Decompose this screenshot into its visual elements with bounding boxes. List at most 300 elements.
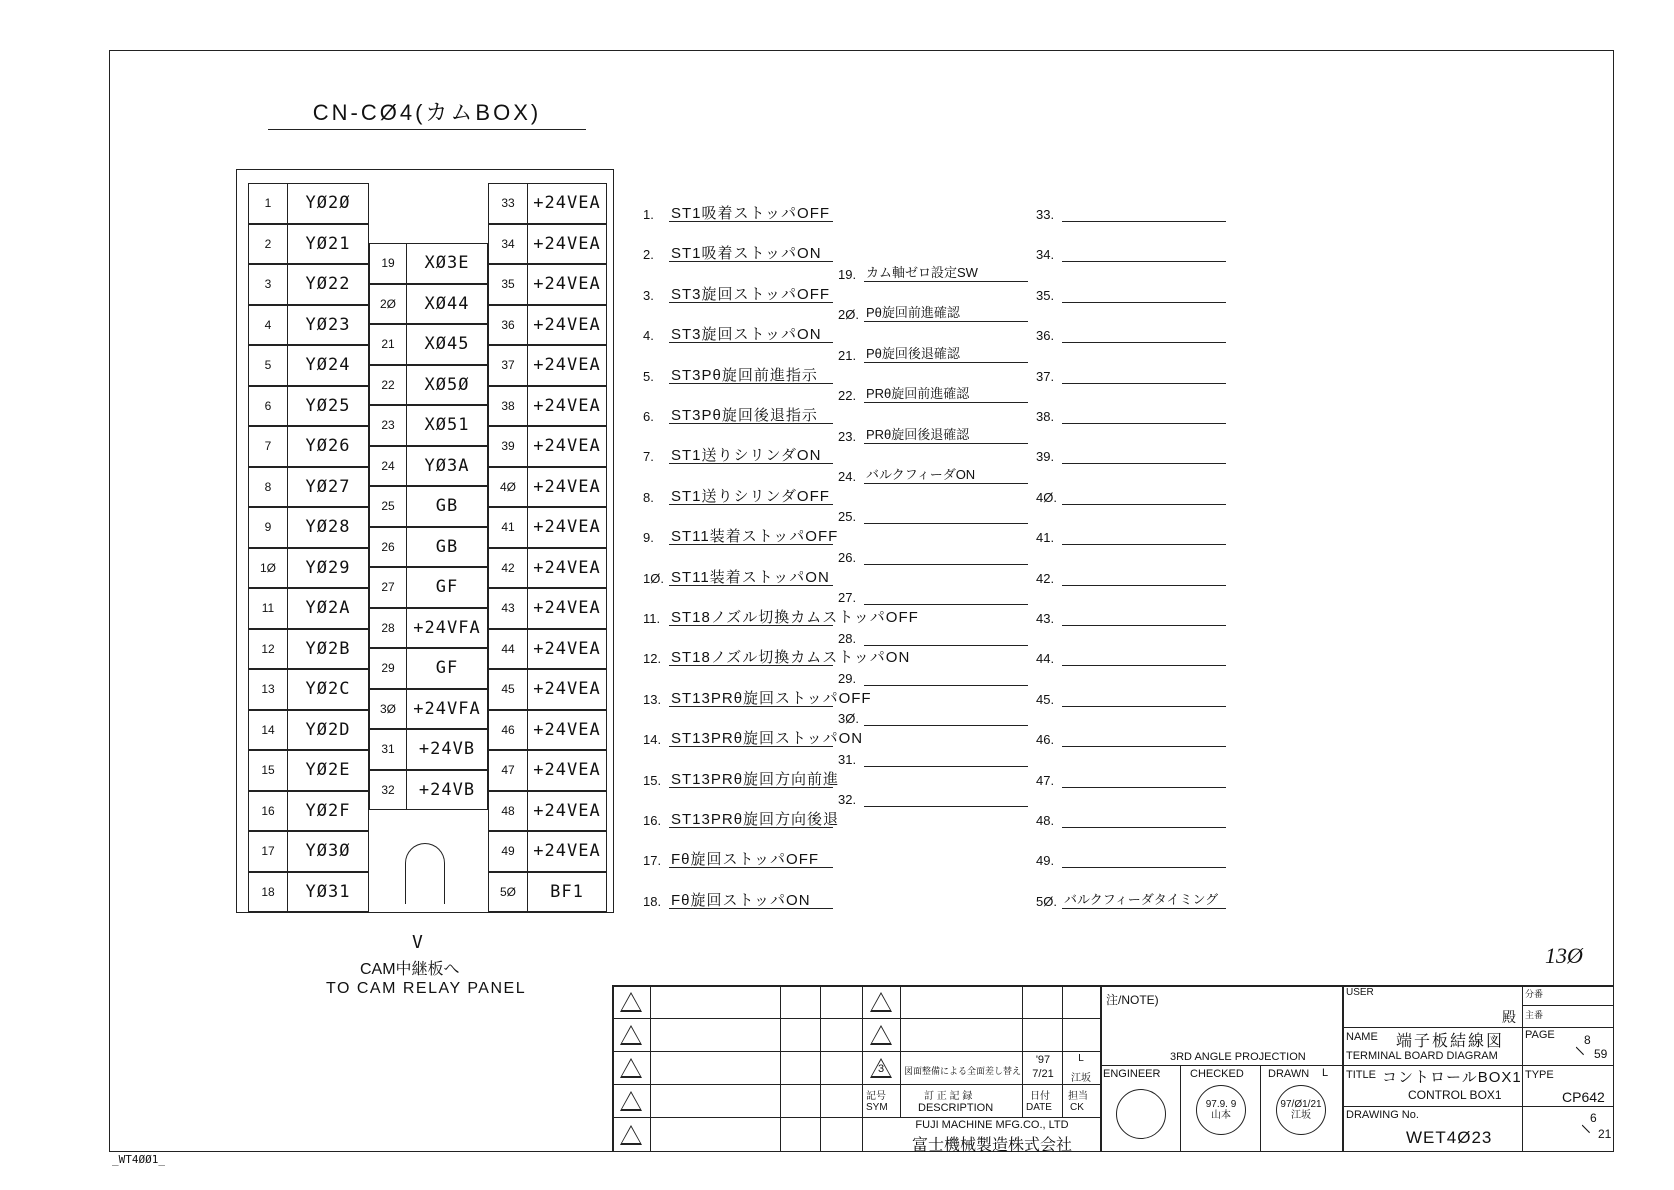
pin-number: 28 (369, 608, 407, 649)
pin-signal: GF (406, 567, 488, 608)
signal-number: 44. (1036, 651, 1055, 667)
signal-row (838, 464, 1028, 484)
signal-number: 47. (1036, 772, 1055, 788)
drawing-name-en: TERMINAL BOARD DIAGRAM (1346, 1050, 1498, 1062)
signal-row (643, 808, 840, 828)
pin-signal: YØ2D (287, 710, 369, 751)
signal-row (838, 626, 1028, 646)
drawing-name-jp: 端子板結線図 (1396, 1033, 1505, 1050)
pin-signal: +24VEA (527, 507, 607, 548)
signal-row (643, 242, 833, 262)
pin-number: 8 (248, 467, 288, 508)
drawn-stamp-date: 97/Ø1/21 (1280, 1099, 1322, 1110)
signal-number: 29. (838, 671, 857, 686)
signal-row (838, 747, 1028, 767)
pin-number: 26 (369, 527, 407, 568)
signal-row (643, 525, 839, 546)
signal-row (838, 343, 1028, 363)
relay-label-en: TO CAM RELAY PANEL (326, 980, 527, 997)
signal-row (1036, 242, 1226, 262)
pin-number: 19 (369, 243, 407, 284)
signal-row (838, 424, 1028, 444)
signal-row (643, 646, 911, 667)
signal-name: ST11装着ストッパOFF (669, 525, 833, 545)
drawn-stamp (1276, 1085, 1326, 1135)
signal-name: ST13PRθ旋回方向後退 (669, 808, 833, 828)
signal-row (643, 848, 833, 868)
pin-signal: GF (406, 648, 488, 689)
signal-row (1036, 404, 1226, 424)
pin-number: 15 (248, 750, 288, 791)
hdr-sym-jp: 記号 (866, 1091, 886, 1102)
pin-signal: BF1 (527, 872, 607, 913)
pin-number: 1 (248, 183, 288, 224)
relay-label-jp: CAM中継板へ (360, 961, 460, 978)
pin-number: 5 (248, 345, 288, 386)
pin-number: 14 (248, 710, 288, 751)
pin-signal: +24VB (406, 729, 488, 770)
signal-name (1062, 848, 1226, 868)
signal-row (1036, 889, 1226, 909)
pin-number: 5Ø (488, 872, 528, 913)
pin-signal: +24VEA (527, 345, 607, 386)
signal-number: 25. (838, 509, 857, 525)
signal-name (1062, 202, 1226, 222)
pin-signal: YØ3A (406, 446, 488, 487)
bunrui-label: 分番 (1525, 989, 1544, 999)
signal-row (1036, 485, 1226, 505)
pin-number: 41 (488, 507, 528, 548)
user-suffix: 殿 (1502, 1009, 1516, 1025)
signal-number: 3Ø. (838, 711, 859, 727)
signal-name (1062, 768, 1226, 788)
type-label: TYPE (1525, 1069, 1554, 1081)
signal-number: 3. (643, 287, 654, 303)
signal-row (643, 364, 833, 384)
pin-number: 33 (488, 183, 528, 224)
pin-number: 12 (248, 629, 288, 670)
signal-row (643, 889, 833, 909)
signal-name: ST18ノズル切換カムストッパON (669, 646, 833, 666)
signal-number: 22. (838, 388, 857, 404)
pin-number: 47 (488, 750, 528, 791)
signal-name (864, 706, 1028, 726)
revision-triangle-icon (620, 1091, 642, 1111)
pin-signal: +24VEA (527, 548, 607, 589)
pin-number: 29 (369, 648, 407, 689)
signal-row (838, 787, 1028, 807)
signal-row (1036, 606, 1226, 626)
pin-signal: XØ45 (406, 324, 488, 365)
signal-row (643, 444, 833, 464)
drawn-stamp-name: 江坂 (1291, 1110, 1311, 1121)
pin-number: 44 (488, 629, 528, 670)
pin-signal: YØ3Ø (287, 831, 369, 872)
signal-row (1036, 323, 1226, 343)
connector-key-notch (405, 843, 445, 904)
signal-row (1036, 808, 1226, 828)
pin-number: 46 (488, 710, 528, 751)
signal-number: 34. (1036, 247, 1055, 263)
signal-number: 35. (1036, 287, 1055, 303)
pin-signal: +24VFA (406, 608, 488, 649)
pin-number: 6 (248, 386, 288, 427)
signal-number: 13. (643, 691, 662, 707)
signal-row (838, 504, 1028, 524)
signal-name: ST11装着ストッパON (669, 566, 833, 586)
pin-number: 24 (369, 446, 407, 487)
pin-signal: YØ2F (287, 791, 369, 832)
pin-signal: +24VEA (527, 467, 607, 508)
signal-name (1062, 727, 1226, 747)
signal-number: 12. (643, 651, 662, 667)
signal-name: バルクフィーダON (864, 464, 1028, 484)
drawing-title-en: CONTROL BOX1 (1408, 1088, 1502, 1102)
signal-name: ST13PRθ旋回ストッパON (669, 727, 833, 747)
pin-signal: +24VEA (527, 669, 607, 710)
down-arrow-icon: V (412, 932, 423, 953)
pin-number: 11 (248, 588, 288, 629)
signal-row (643, 727, 864, 748)
signal-number: 28. (838, 630, 857, 646)
revision-triangle-icon (620, 1025, 642, 1045)
hdr-date-jp: 日付 (1030, 1091, 1050, 1102)
pin-signal: XØ51 (406, 405, 488, 446)
pin-signal: +24VEA (527, 629, 607, 670)
signal-row (1036, 727, 1226, 747)
pin-signal: +24VEA (527, 305, 607, 346)
signal-number: 49. (1036, 853, 1055, 869)
pin-number: 45 (488, 669, 528, 710)
signal-number: 24. (838, 469, 857, 484)
pin-number: 3Ø (369, 689, 407, 730)
signal-row (1036, 444, 1226, 464)
checked-stamp-name: 山本 (1211, 1110, 1231, 1121)
signal-row (643, 566, 833, 586)
signal-name: ST3Pθ旋回後退指示 (669, 404, 833, 424)
pin-signal: +24VEA (527, 264, 607, 305)
revision-triangle-icon (620, 1125, 642, 1145)
pin-signal: +24VEA (527, 588, 607, 629)
pin-number: 3 (248, 264, 288, 305)
pin-signal: YØ21 (287, 224, 369, 265)
signal-name: ST3旋回ストッパOFF (669, 283, 833, 303)
checked-stamp-date: 97.9. 9 (1205, 1099, 1237, 1110)
pin-signal: XØ5Ø (406, 365, 488, 406)
connector-title: CN-CØ4(カムBOX) (268, 96, 586, 130)
signal-number: 33. (1036, 207, 1055, 222)
pin-signal: XØ44 (406, 284, 488, 325)
signal-name (1062, 283, 1226, 303)
signal-number: 43. (1036, 611, 1055, 626)
signal-row (838, 666, 1028, 686)
signal-row (643, 202, 833, 222)
signal-name: ST13PRθ旋回方向前進 (669, 768, 833, 788)
note-label: 注/NOTE) (1106, 993, 1159, 1007)
pin-signal: +24VEA (527, 750, 607, 791)
signal-number: 15. (643, 772, 662, 788)
signal-name (864, 747, 1028, 767)
signal-number: 48. (1036, 813, 1055, 828)
signal-name (1062, 485, 1226, 505)
signal-name: カム軸ゼロ設定SW (864, 262, 1028, 282)
signal-name: Pθ旋回後退確認 (864, 343, 1028, 363)
pin-signal: +24VEA (527, 710, 607, 751)
sheet-number: 6 (1590, 1111, 1597, 1125)
pin-number: 1Ø (248, 548, 288, 589)
revision-triangle-icon (620, 1058, 642, 1078)
page-total: 59 (1594, 1047, 1608, 1061)
signal-row (838, 262, 1028, 282)
pin-number: 2 (248, 224, 288, 265)
signal-name (1062, 808, 1226, 828)
revision-triangle-icon (620, 992, 642, 1012)
title-label: TITLE (1346, 1069, 1376, 1081)
pin-number: 23 (369, 405, 407, 446)
signal-number: 23. (838, 428, 857, 444)
signal-row (1036, 646, 1226, 666)
pin-number: 4Ø (488, 467, 528, 508)
signal-number: 39. (1036, 449, 1055, 465)
pin-signal: YØ29 (287, 548, 369, 589)
signal-name (1062, 646, 1226, 666)
signal-row (643, 404, 833, 424)
signal-name: ST1送りシリンダON (669, 444, 833, 464)
pin-signal: +24VEA (527, 224, 607, 265)
title-block (612, 985, 1614, 1152)
signal-row (643, 606, 919, 626)
signal-number: 14. (643, 732, 662, 748)
signal-row (838, 706, 1028, 726)
signal-row (838, 383, 1028, 403)
signal-row (643, 768, 840, 788)
pin-number: 22 (369, 365, 407, 406)
pin-number: 34 (488, 224, 528, 265)
signal-name (864, 585, 1028, 605)
page-label: PAGE (1525, 1029, 1555, 1041)
checked-stamp (1196, 1085, 1246, 1135)
signal-name: バルクフィーダタイミング (1062, 889, 1226, 909)
checked-label: CHECKED (1190, 1068, 1244, 1080)
pin-number: 39 (488, 426, 528, 467)
pin-signal: YØ25 (287, 386, 369, 427)
signal-name: ST3旋回ストッパON (669, 323, 833, 343)
pin-number: 21 (369, 324, 407, 365)
pin-number: 27 (369, 567, 407, 608)
page-mark: 13Ø (1545, 943, 1583, 968)
pin-signal: +24VEA (527, 426, 607, 467)
pin-signal: +24VEA (527, 791, 607, 832)
pin-signal: YØ2E (287, 750, 369, 791)
signal-number: 21. (838, 347, 857, 363)
signal-row (643, 485, 833, 505)
pin-signal: YØ2B (287, 629, 369, 670)
signal-number: 4. (643, 328, 654, 344)
pin-number: 32 (369, 770, 407, 811)
pin-signal: +24VB (406, 770, 488, 811)
sheet-code-label: _WT4ØØ1_ (112, 1153, 165, 1166)
signal-number: 2. (643, 247, 654, 263)
signal-name (1062, 242, 1226, 262)
signal-number: 11. (643, 611, 661, 626)
name-label: NAME (1346, 1031, 1378, 1043)
signal-name: Pθ旋回前進確認 (864, 302, 1028, 322)
signal-row (643, 687, 872, 707)
pin-number: 48 (488, 791, 528, 832)
signal-number: 2Ø. (838, 307, 859, 323)
pin-number: 4 (248, 305, 288, 346)
pin-number: 35 (488, 264, 528, 305)
signal-row (1036, 687, 1226, 707)
signal-name: ST3Pθ旋回前進指示 (669, 364, 833, 384)
sheet-total: 21 (1598, 1127, 1612, 1141)
drawing-no-label: DRAWING No. (1346, 1109, 1419, 1121)
signal-number: 9. (643, 530, 654, 546)
pin-number: 42 (488, 548, 528, 589)
signal-row (643, 283, 833, 303)
signal-row (838, 545, 1028, 565)
signal-number: 1. (643, 207, 654, 222)
signal-name: Fθ旋回ストッパOFF (669, 848, 833, 868)
pin-signal: +24VEA (527, 386, 607, 427)
shuban-label: 主番 (1525, 1010, 1544, 1020)
pin-signal: +24VFA (406, 689, 488, 730)
signal-number: 18. (643, 893, 662, 909)
type-value: CP642 (1562, 1089, 1605, 1105)
revision-description: 図面整備による全面差し替え (904, 1066, 1022, 1076)
signal-number: 26. (838, 549, 857, 565)
pin-signal: YØ27 (287, 467, 369, 508)
signal-name (864, 504, 1028, 524)
signal-name (1062, 323, 1226, 343)
pin-number: 17 (248, 831, 288, 872)
signal-number: 46. (1036, 732, 1055, 748)
signal-number: 5Ø. (1036, 893, 1057, 909)
hdr-ck-jp: 担当 (1068, 1091, 1088, 1102)
pin-number: 31 (369, 729, 407, 770)
pin-number: 13 (248, 669, 288, 710)
revision-date: '97 7/21 (1032, 1054, 1054, 1080)
hdr-sym-en: SYM (866, 1102, 888, 1113)
signal-name: ST1吸着ストッパON (669, 242, 833, 262)
pin-signal: YØ23 (287, 305, 369, 346)
signal-row (643, 323, 833, 343)
hdr-desc-jp: 訂 正 記 録 (924, 1091, 973, 1102)
signal-number: 38. (1036, 409, 1055, 424)
pin-number: 49 (488, 831, 528, 872)
signal-number: 6. (643, 409, 654, 424)
signal-row (838, 585, 1028, 605)
pin-number: 9 (248, 507, 288, 548)
signal-row (1036, 848, 1226, 868)
signal-row (1036, 566, 1226, 586)
signal-row (1036, 283, 1226, 303)
hdr-ck-en: CK (1070, 1102, 1084, 1113)
revision-triangle-icon (870, 1025, 892, 1045)
signal-number: 37. (1036, 368, 1055, 384)
pin-number: 16 (248, 791, 288, 832)
engineer-stamp (1116, 1089, 1166, 1139)
signal-name: PRθ旋回前進確認 (864, 383, 1028, 403)
company-name-jp: 富士機械製造株式会社 (911, 1137, 1072, 1154)
pin-signal: +24VEA (527, 183, 607, 224)
user-label: USER (1346, 987, 1374, 998)
pin-number: 37 (488, 345, 528, 386)
signal-name (1062, 687, 1226, 707)
signal-number: 32. (838, 792, 857, 808)
signal-name (864, 626, 1028, 646)
pin-signal: YØ2C (287, 669, 369, 710)
signal-number: 45. (1036, 691, 1055, 707)
pin-number: 36 (488, 305, 528, 346)
signal-number: 8. (643, 489, 654, 505)
signal-number: 36. (1036, 328, 1055, 344)
company-name-en: FUJI MACHINE MFG.CO., LTD (915, 1119, 1069, 1131)
pin-number: 25 (369, 486, 407, 527)
pin-signal: GB (406, 486, 488, 527)
signal-number: 31. (838, 751, 857, 767)
pin-signal: XØ3E (406, 243, 488, 284)
signal-name (864, 666, 1028, 686)
pin-number: 43 (488, 588, 528, 629)
pin-signal: YØ26 (287, 426, 369, 467)
signal-name (864, 545, 1028, 565)
signal-number: 41. (1036, 530, 1055, 546)
signal-name (864, 787, 1028, 807)
signal-name: PRθ旋回後退確認 (864, 424, 1028, 444)
signal-name: ST13PRθ旋回ストッパOFF (669, 687, 833, 707)
drawing-title-jp: コントロールBOX1 (1382, 1069, 1522, 1086)
signal-number: 17. (643, 853, 662, 869)
pin-number: 18 (248, 872, 288, 913)
signal-name (1062, 404, 1226, 424)
signal-name: ST1送りシリンダOFF (669, 485, 833, 505)
signal-number: 1Ø. (643, 570, 664, 586)
pin-signal: YØ2Ø (287, 183, 369, 224)
hdr-desc-en: DESCRIPTION (918, 1102, 994, 1114)
signal-name (1062, 364, 1226, 384)
engineer-label: ENGINEER (1103, 1068, 1161, 1080)
revision-ck: 江坂 (1071, 1073, 1091, 1084)
pin-signal: YØ24 (287, 345, 369, 386)
signal-name: Fθ旋回ストッパON (669, 889, 833, 909)
signal-name (1062, 606, 1226, 626)
pin-signal: YØ22 (287, 264, 369, 305)
pin-number: 38 (488, 386, 528, 427)
projection-label: 3RD ANGLE PROJECTION (1170, 1051, 1306, 1063)
revision-triangle-icon (870, 992, 892, 1012)
page-slash-icon: / (1572, 1045, 1588, 1057)
sheet-slash-icon: / (1578, 1123, 1594, 1135)
signal-number: 5. (643, 368, 654, 384)
pin-signal: GB (406, 527, 488, 568)
pin-signal: YØ2A (287, 588, 369, 629)
signal-name (1062, 444, 1226, 464)
signal-name (1062, 566, 1226, 586)
signal-number: 19. (838, 267, 857, 282)
signal-name: ST18ノズル切換カムストッパOFF (669, 606, 833, 626)
page-number: 8 (1584, 1033, 1591, 1047)
hdr-date-en: DATE (1026, 1102, 1052, 1113)
signal-number: 42. (1036, 570, 1055, 586)
drawn-label: DRAWN (1268, 1068, 1310, 1080)
signal-row (1036, 525, 1226, 545)
revision-mark: 3 (878, 1063, 885, 1075)
signal-number: 4Ø. (1036, 489, 1057, 505)
signal-row (1036, 768, 1226, 788)
revision-ck-mark: L (1078, 1053, 1084, 1064)
pin-signal: YØ31 (287, 872, 369, 913)
